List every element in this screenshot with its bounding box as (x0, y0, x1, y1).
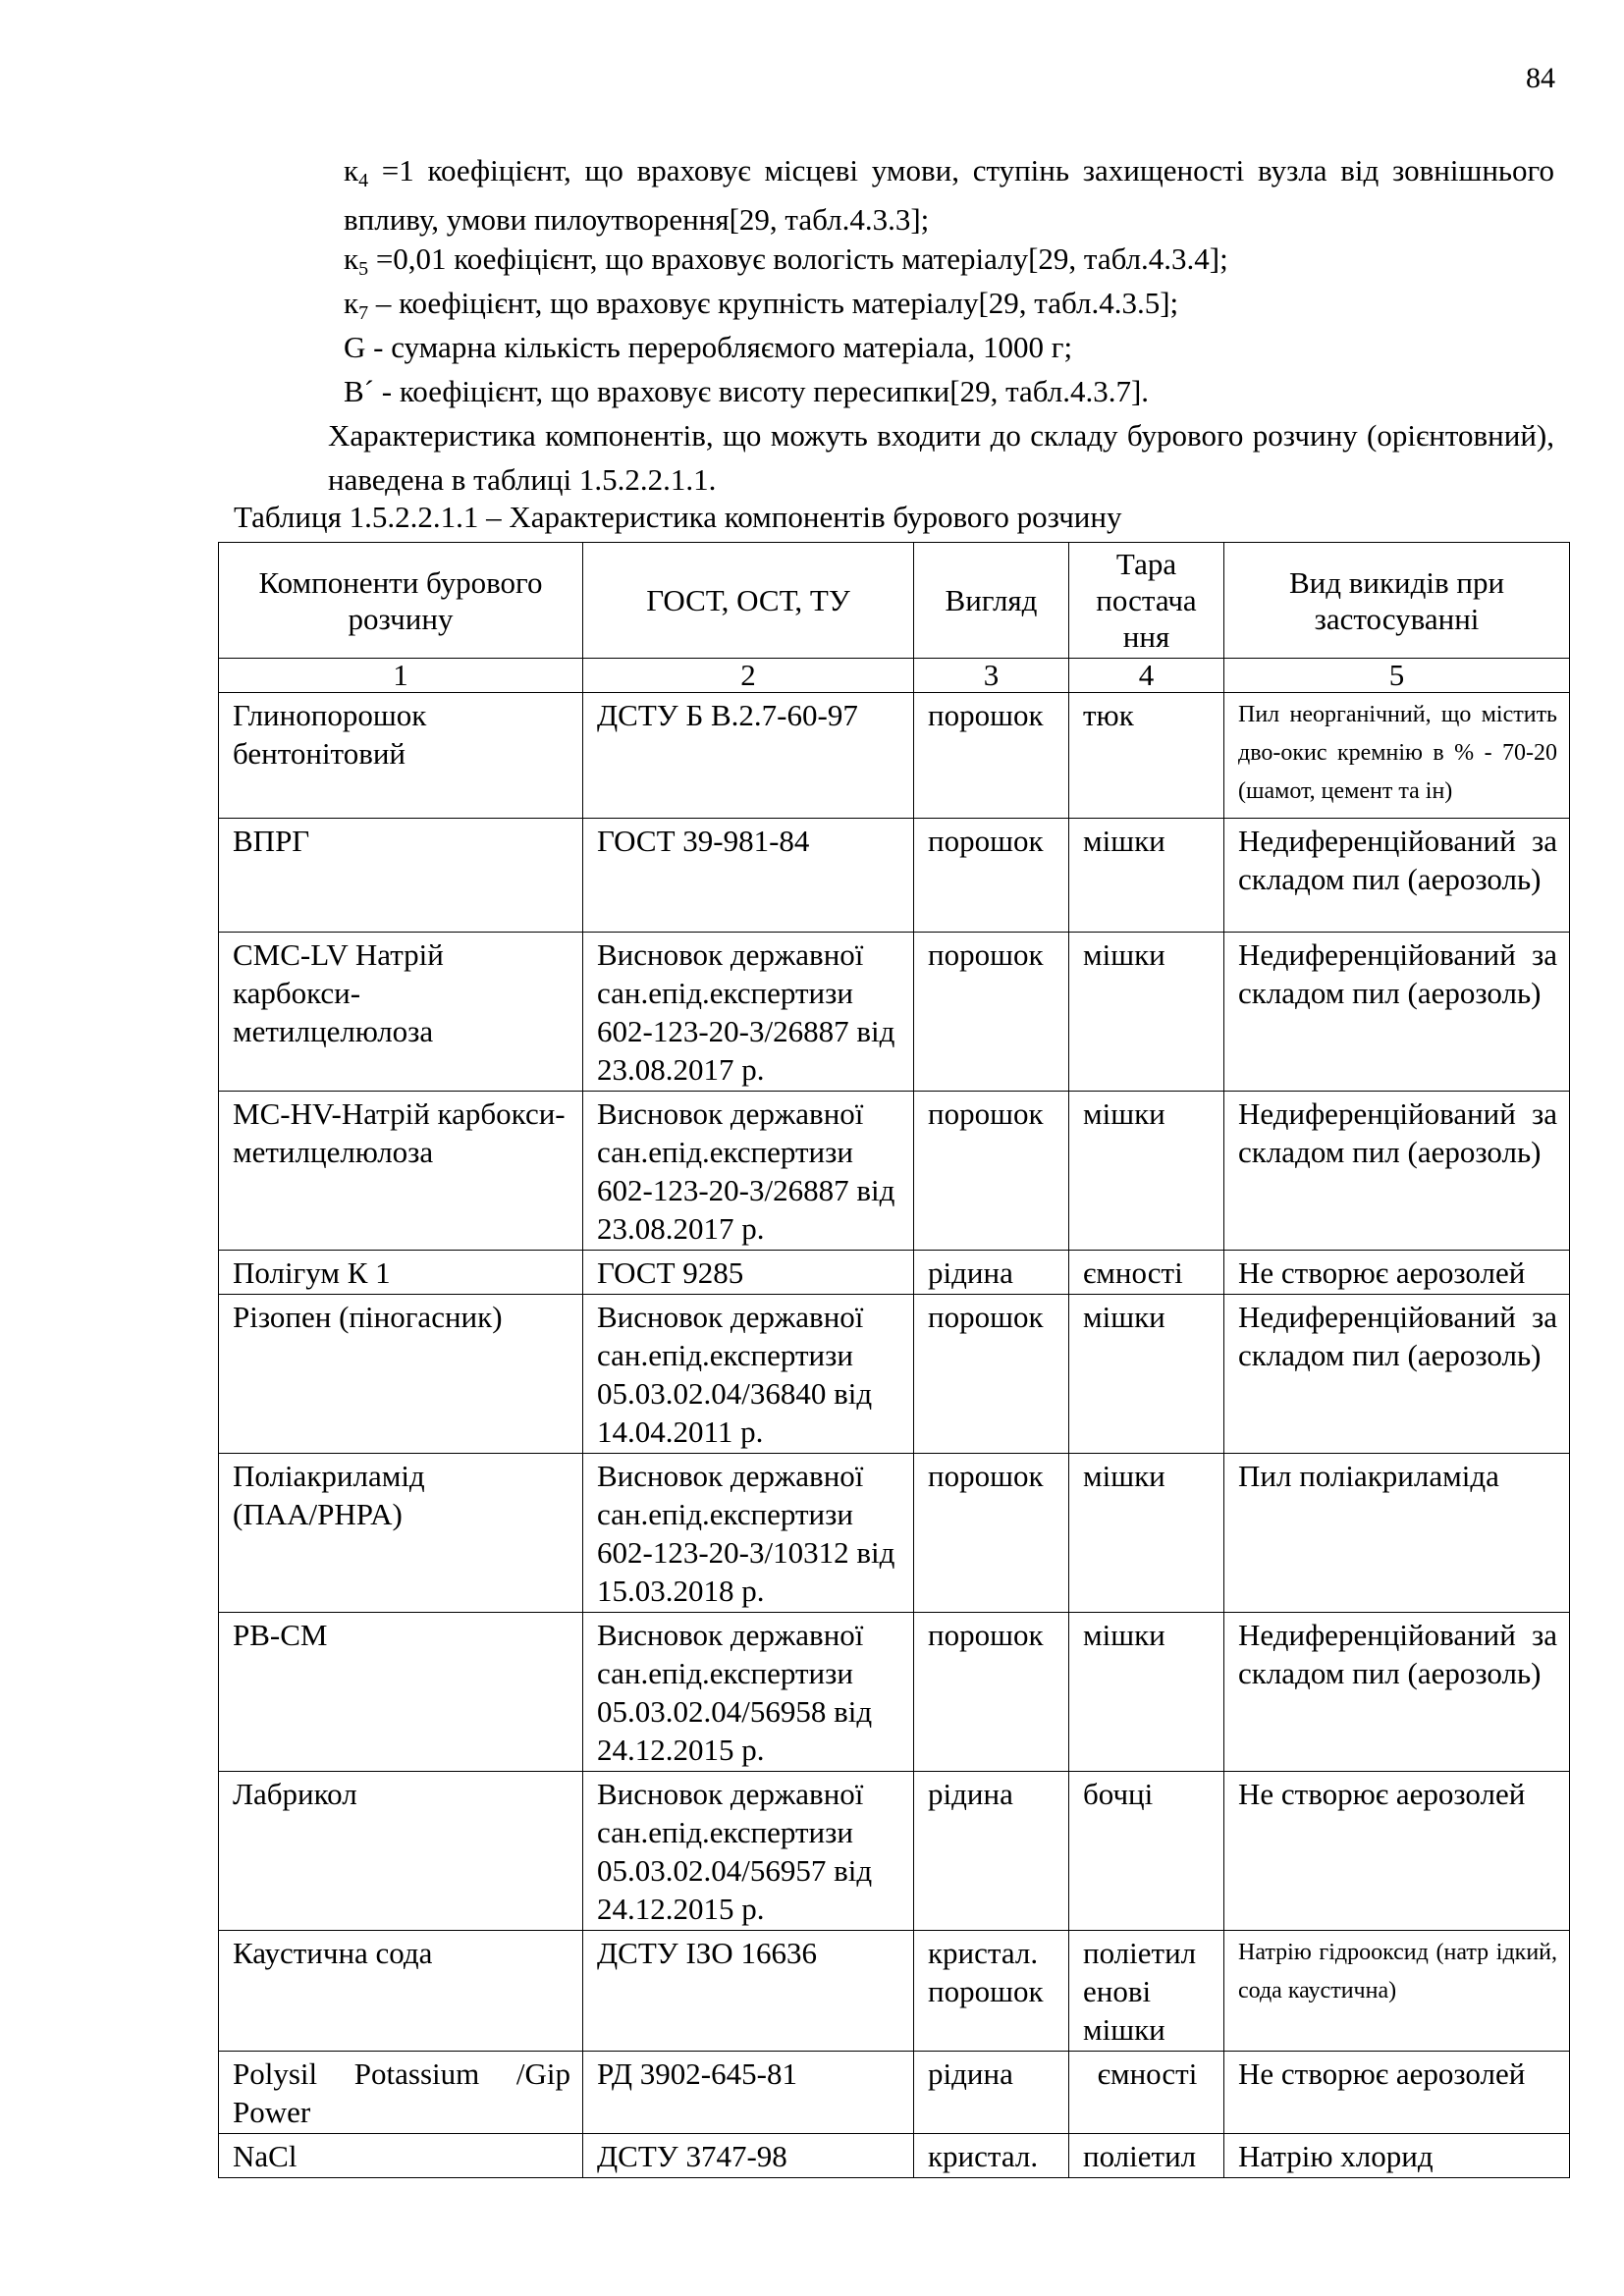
table-row (219, 819, 1570, 933)
cell-packaging: поліетил енові мішки (1069, 1931, 1224, 2052)
column-numbers-row (219, 659, 1570, 693)
cell-standard: ДСТУ ІЗО 16636 (583, 1931, 914, 2052)
cell-form: рідина (914, 1772, 1069, 1931)
table-row (219, 1454, 1570, 1613)
table-row (219, 1295, 1570, 1454)
header-component: Компоненти бурового розчину (219, 543, 583, 659)
cell-packaging: мішки (1069, 819, 1224, 933)
cell-form: порошок (914, 1613, 1069, 1772)
table-row (219, 1092, 1570, 1251)
header-packaging: Тара постача ння (1069, 543, 1224, 659)
cell-packaging: бочці (1069, 1772, 1224, 1931)
cell-component: Polysil Potassium /Gip Power (219, 2052, 583, 2134)
cell-standard: Висновок державної сан.епід.експертизи 602-123-20-3/26887 від 23.08.2017 р. (583, 1092, 914, 1251)
page-number: 84 (1526, 62, 1555, 94)
cell-packaging: ємності (1069, 2052, 1224, 2134)
cell-form: порошок (914, 1454, 1069, 1613)
cell-standard: ГОСТ 39-981-84 (583, 819, 914, 933)
cell-component: Різопен (піногасник) (219, 1295, 583, 1454)
cell-emissions: Пил неорганічний, що містить дво-окис кремнію в % - 70-20 (шамот, цемент та ін) (1224, 693, 1570, 819)
column-number: 5 (1224, 659, 1570, 693)
paragraph-k7: $к_7$ – коефіцієнт, що враховує крупність матеріалу[29, табл.4.3.5]; (344, 286, 1179, 324)
table-row (219, 693, 1570, 819)
components-table (218, 542, 1570, 2178)
cell-emissions: Пил поліакриламіда (1224, 1454, 1570, 1613)
cell-emissions: Не створює аерозолей (1224, 1251, 1570, 1295)
column-number: 3 (914, 659, 1069, 693)
cell-form: порошок (914, 1092, 1069, 1251)
table-row (219, 1931, 1570, 2052)
cell-packaging: мішки (1069, 1613, 1224, 1772)
cell-component: Каустична сода (219, 1931, 583, 2052)
cell-component: Лабрикол (219, 1772, 583, 1931)
cell-component: Глинопорошок бентонітовий (219, 693, 583, 819)
table-row (219, 1772, 1570, 1931)
cell-form: порошок (914, 1295, 1069, 1454)
cell-packaging: ємності (1069, 1251, 1224, 1295)
cell-standard: ДСТУ 3747-98 (583, 2134, 914, 2178)
header-form: Вигляд (914, 543, 1069, 659)
cell-emissions: Недиференційований за складом пил (аерозоль) (1224, 933, 1570, 1092)
cell-component: Поліакриламід (ПАА/PHPA) (219, 1454, 583, 1613)
cell-packaging: поліетил (1069, 2134, 1224, 2178)
cell-standard: Висновок державної сан.епід.експертизи 602-123-20-3/26887 від 23.08.2017 р. (583, 933, 914, 1092)
table-row (219, 2134, 1570, 2178)
cell-component: NaCl (219, 2134, 583, 2178)
cell-packaging: мішки (1069, 1454, 1224, 1613)
cell-standard: Висновок державної сан.епід.експертизи 05.03.02.04/56958 від 24.12.2015 р. (583, 1613, 914, 1772)
cell-form: порошок (914, 819, 1069, 933)
table-row (219, 1251, 1570, 1295)
cell-component: ВПРГ (219, 819, 583, 933)
cell-form: рідина (914, 2052, 1069, 2134)
cell-packaging: тюк (1069, 693, 1224, 819)
cell-standard: Висновок державної сан.епід.експертизи 05.03.02.04/36840 від 14.04.2011 р. (583, 1295, 914, 1454)
cell-emissions: Недиференційований за складом пил (аерозоль) (1224, 1613, 1570, 1772)
cell-component: CMC-LV Натрій карбокси- метилцелюлоза (219, 933, 583, 1092)
cell-standard: РД 3902-645-81 (583, 2052, 914, 2134)
cell-component: Полігум К 1 (219, 1251, 583, 1295)
cell-emissions: Недиференційований за складом пил (аерозоль) (1224, 1092, 1570, 1251)
paragraph-k4: $к_4 =1$ коефіцієнт, що враховує місцеві умови, ступінь захищеності вузла від зовнішнього впливу, умови пилоутворення[29, табл.4.3.3]; (344, 153, 1554, 237)
cell-standard: Висновок державної сан.епід.експертизи 602-123-20-3/10312 від 15.03.2018 р. (583, 1454, 914, 1613)
cell-emissions: Натрію гідрооксид (натр ідкий, сода каустична) (1224, 1931, 1570, 2052)
cell-form: рідина (914, 1251, 1069, 1295)
cell-form: порошок (914, 933, 1069, 1092)
cell-component: MC-HV-Натрій карбокси- метилцелюлоза (219, 1092, 583, 1251)
cell-emissions: Недиференційований за складом пил (аерозоль) (1224, 1295, 1570, 1454)
cell-standard: ГОСТ 9285 (583, 1251, 914, 1295)
cell-emissions: Недиференційований за складом пил (аерозоль) (1224, 819, 1570, 933)
header-standard: ГОСТ, ОСТ, ТУ (583, 543, 914, 659)
cell-packaging: мішки (1069, 933, 1224, 1092)
column-number: 1 (219, 659, 583, 693)
header-emissions: Вид викидів при застосуванні (1224, 543, 1570, 659)
cell-form: порошок (914, 693, 1069, 819)
paragraph-intro: Характеристика компонентів, що можуть входити до складу бурового розчину (орієнтовний), наведена в таблиці 1.5.2.2.1.1. (328, 418, 1554, 497)
table-caption: Таблиця 1.5.2.2.1.1 – Характеристика компонентів бурового розчину (234, 500, 1122, 534)
cell-packaging: мішки (1069, 1092, 1224, 1251)
table-row (219, 2052, 1570, 2134)
cell-emissions: Не створює аерозолей (1224, 1772, 1570, 1931)
cell-component: PB-CM (219, 1613, 583, 1772)
cell-standard: ДСТУ Б В.2.7-60-97 (583, 693, 914, 819)
cell-standard: Висновок державної сан.епід.експертизи 05.03.02.04/56957 від 24.12.2015 р. (583, 1772, 914, 1931)
cell-emissions: Не створює аерозолей (1224, 2052, 1570, 2134)
table-row (219, 1613, 1570, 1772)
cell-emissions: Натрію хлорид (1224, 2134, 1570, 2178)
column-number: 4 (1069, 659, 1224, 693)
paragraph-b: В´ - коефіцієнт, що враховує висоту пересипки[29, табл.4.3.7]. (344, 374, 1150, 408)
column-number: 2 (583, 659, 914, 693)
table-row (219, 933, 1570, 1092)
paragraph-g: G - сумарна кількість переробляємого матеріала, 1000 г; (344, 330, 1073, 364)
cell-form: кристал. (914, 2134, 1069, 2178)
cell-form: кристал. порошок (914, 1931, 1069, 2052)
cell-packaging: мішки (1069, 1295, 1224, 1454)
paragraph-k5: $к_5 =0,01$ коефіцієнт, що враховує вологість матеріалу[29, табл.4.3.4]; (344, 241, 1228, 280)
